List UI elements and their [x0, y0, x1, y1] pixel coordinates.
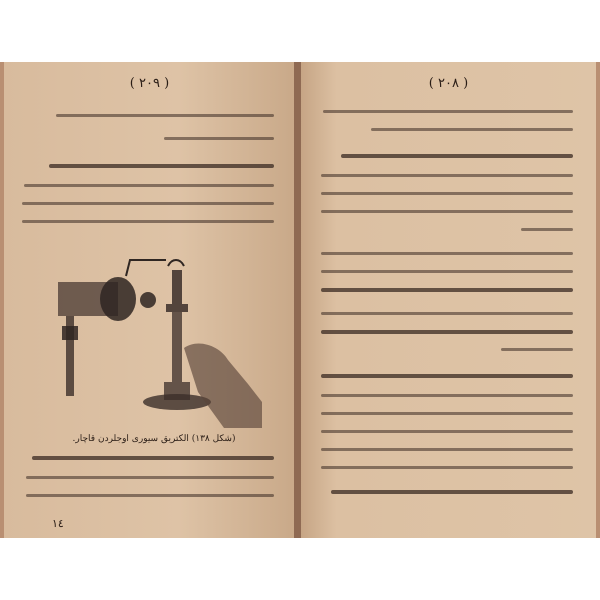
text-line [501, 348, 573, 351]
text-line [22, 220, 274, 223]
text-line [321, 312, 573, 315]
text-line [321, 210, 573, 213]
text-line [341, 154, 573, 158]
text-line [321, 252, 573, 255]
figure-illustration [48, 252, 268, 432]
text-line [49, 164, 274, 168]
wire [126, 260, 166, 276]
text-line [321, 330, 573, 334]
text-line [24, 184, 274, 187]
conductor-cylinder [58, 277, 156, 396]
text-line [371, 128, 573, 131]
text-line [321, 192, 573, 195]
text-line [26, 476, 274, 479]
text-line [26, 494, 274, 497]
text-line [321, 288, 573, 292]
text-line [321, 394, 573, 397]
figure-caption: (شکل ۱۳۸) الکتریق سیوری اوجلردن قاچار. [72, 434, 236, 444]
left-page [4, 62, 295, 538]
signature-mark: ۱٤ [52, 517, 64, 530]
left-page-number: ( ۲۰۹ ) [129, 76, 170, 91]
text-line [321, 374, 573, 378]
text-line [321, 412, 573, 415]
right-page-number: ( ۲۰۸ ) [428, 76, 469, 91]
text-line [321, 448, 573, 451]
text-line [331, 490, 573, 494]
text-line [22, 202, 274, 205]
text-line [321, 430, 573, 433]
book-spread [0, 62, 600, 538]
text-line [321, 270, 573, 273]
text-line [32, 456, 274, 460]
text-line [521, 228, 573, 231]
right-page [301, 62, 596, 538]
text-line [321, 174, 573, 177]
hand [184, 344, 262, 428]
text-line [321, 466, 573, 469]
text-line [164, 137, 274, 140]
text-line [56, 114, 274, 117]
text-line [323, 110, 573, 113]
